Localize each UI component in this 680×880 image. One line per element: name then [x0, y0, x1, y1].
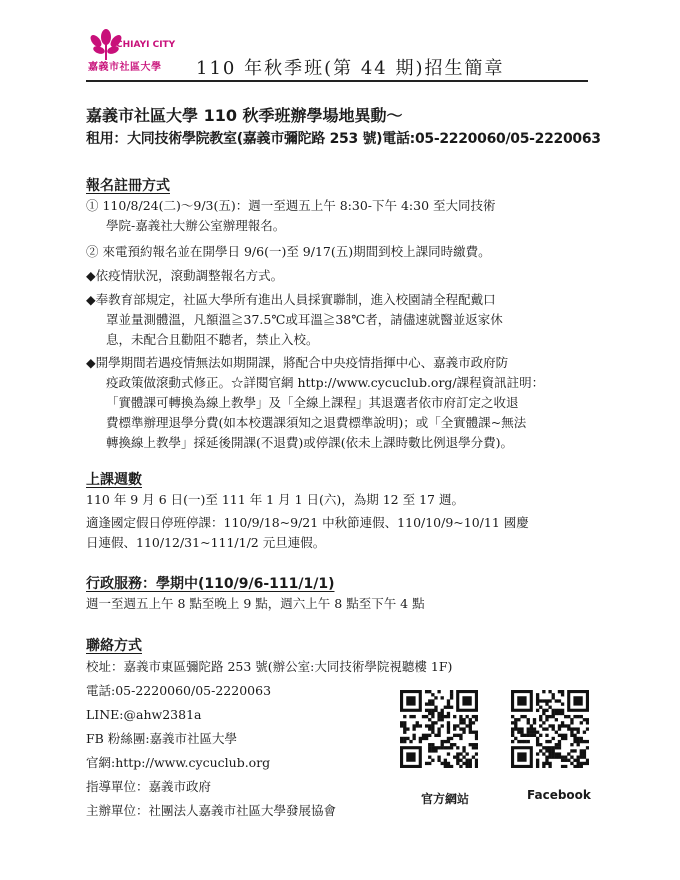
title-divider	[86, 80, 588, 82]
contact-line-id: LINE:@ahw2381a	[86, 707, 202, 722]
registration-item: ② 來電預約報名並在開學日 9/6(一)至 9/17(五)期間到校上課同時繳費。	[86, 244, 491, 259]
qr-pattern-icon	[511, 690, 589, 768]
weeks-line: 日連假、110/12/31~111/1/2 元旦連假。	[86, 535, 326, 550]
logo-chinese-text: 嘉義市社區大學	[88, 62, 162, 73]
registration-heading: 報名註冊方式	[86, 178, 170, 194]
admin-heading: 行政服務：學期中(110/9/6-111/1/1)	[86, 576, 335, 592]
registration-item: 學院-嘉義社大辦公室辦理報名。	[106, 218, 286, 233]
contact-supervisor: 指導單位：嘉義市政府	[86, 779, 212, 794]
document-title: 110 年秋季班(第 44 期)招生簡章	[196, 58, 505, 79]
registration-item: 罩並量測體溫，凡額溫≧37.5℃或耳溫≧38℃者，請儘速就醫並返家休	[106, 312, 503, 327]
qr-pattern-icon	[400, 690, 478, 768]
contact-address: 校址：嘉義市東區彌陀路 253 號(辦公室:大同技術學院視聽樓 1F)	[86, 659, 453, 674]
contact-organizer: 主辦單位：社團法人嘉義市社區大學發展協會	[86, 803, 337, 818]
registration-item: ① 110/8/24(二)～9/3(五)：週一至週五上午 8:30-下午 4:30 至大同技術	[86, 198, 496, 213]
admin-hours: 週一至週五上午 8 點至晚上 9 點，週六上午 8 點至下午 4 點	[86, 596, 425, 611]
facebook-qr-code[interactable]	[511, 690, 589, 768]
registration-item: 疫政策做滾動式修正。☆詳閱官網 http://www.cycuclub.org/課程資訊註明：	[106, 375, 545, 390]
registration-item: 息，未配合且勸阻不聽者，禁止入校。	[106, 332, 319, 347]
weeks-line: 適逢國定假日停班停課：110/9/18~9/21 中秋節連假、110/10/9~10/11 國慶	[86, 515, 529, 530]
contact-heading: 聯絡方式	[86, 638, 142, 654]
registration-item: 轉換線上教學」採延後開課(不退費)或停課(依未上課時數比例退學分費)。	[106, 435, 514, 450]
official-site-qr-code[interactable]	[400, 690, 478, 768]
weeks-heading: 上課週數	[86, 472, 142, 488]
registration-item: ◆依疫情狀況，滾動調整報名方式。	[86, 268, 284, 283]
contact-phone: 電話:05-2220060/05-2220063	[86, 683, 272, 698]
contact-fb-page: FB 粉絲團:嘉義市社區大學	[86, 731, 238, 746]
official-site-qr-label: 官方網站	[421, 792, 470, 806]
contact-website: 官網:http://www.cycuclub.org	[86, 755, 271, 770]
headline: 嘉義市社區大學 110 秋季班辦學場地異動～	[86, 106, 403, 125]
registration-item: ◆奉教育部規定，社區大學所有進出人員採實聯制，進入校園請全程配戴口	[86, 292, 496, 307]
registration-item: 費標準辦理退學分費(如本校選課須知之退費標準說明)；或「全實體課~無法	[106, 415, 527, 430]
facebook-qr-label: Facebook	[527, 788, 591, 802]
rental-info: 租用：大同技術學院教室(嘉義市彌陀路 253 號)電話:05-2220060/05-2220063	[86, 131, 601, 147]
logo-english-text: CHIAYI CITY	[116, 40, 176, 50]
weeks-line: 110 年 9 月 6 日(一)至 111 年 1 月 1 日(六)，為期 12 至 17 週。	[86, 492, 464, 507]
registration-item: 「實體課可轉換為線上教學」及「全線上課程」其退選者依市府訂定之收退	[106, 395, 519, 410]
registration-item: ◆開學期間若遇疫情無法如期開課，將配合中央疫情指揮中心、嘉義市政府防	[86, 355, 509, 370]
